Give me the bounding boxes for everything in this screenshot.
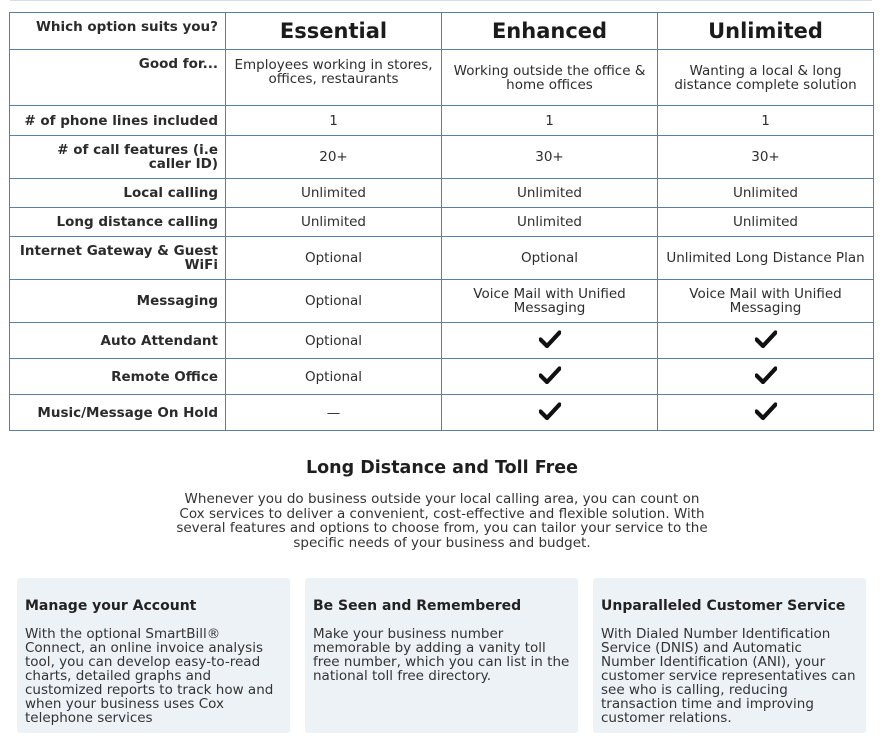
card-text: With the optional SmartBill® Connect, an online invoice analysis tool, you can develop easy-to-read charts, detailed graphs and customized reports to track how and when your business uses Cox telephone services [25,626,274,726]
row-label: Messaging [10,280,226,323]
table-cell [442,395,658,431]
table-cell [658,359,874,395]
checkmark-icon [755,330,777,348]
table-cell: Optional [226,237,442,280]
row-label: Long distance calling [10,208,226,237]
table-cell: Optional [226,323,442,359]
table-cell: 1 [658,106,874,136]
row-label: # of phone lines included [10,106,226,136]
table-row [10,106,874,136]
table-cell: 1 [442,106,658,136]
row-label: Good for... [10,50,226,106]
plan-essential-header: Essential [226,13,442,50]
card-text: Make your business number memorable by adding a vanity toll free number, which you can list in the national toll free directory. [313,626,570,684]
table-cell: Optional [442,237,658,280]
table-cell: Unlimited [226,208,442,237]
feature-card-customer-service [593,578,866,733]
table-cell [658,395,874,431]
table-cell [442,323,658,359]
table-cell: Unlimited Long Distance Plan [658,237,874,280]
table-cell: Wanting a local & long distance complete solution [658,50,874,106]
table-row [10,359,874,395]
table-cell [658,323,874,359]
top-divider [10,0,872,6]
card-text: With Dialed Number Identification Service (DNIS) and Automatic Number Identification (ANI), your customer service representatives can see who is calling, reducing transaction time and improving customer relations. [601,626,856,726]
checkmark-icon [755,366,777,384]
checkmark-icon [539,330,561,348]
table-row [10,208,874,237]
row-label: Music/Message On Hold [10,395,226,431]
card-title: Unparalleled Customer Service [601,598,846,614]
table-cell [442,359,658,395]
table-cell: — [226,395,442,431]
table-cell: Unlimited [658,208,874,237]
row-label: Local calling [10,179,226,208]
long-distance-title: Long Distance and Toll Free [306,458,578,478]
table-header-row [10,13,874,50]
table-cell: 20+ [226,136,442,179]
plan-enhanced-header: Enhanced [442,13,658,50]
checkmark-icon [539,366,561,384]
table-row [10,179,874,208]
table-cell: Voice Mail with Unified Messaging [658,280,874,323]
table-cell: 30+ [442,136,658,179]
table-cell: Unlimited [442,208,658,237]
table-row [10,237,874,280]
table-cell: Employees working in stores, offices, restaurants [226,50,442,106]
table-cell: Optional [226,280,442,323]
card-title: Be Seen and Remembered [313,598,522,614]
feature-card-manage-account [17,578,290,733]
long-distance-description: Whenever you do business outside your local calling area, you can count on Cox services to deliver a convenient, cost-effective and flexible solution. With several features and options to choose from, you can tailor your service to the specific needs of your business and budget. [176,491,708,551]
feature-card-be-seen [305,578,578,733]
table-cell: 30+ [658,136,874,179]
table-cell: Unlimited [658,179,874,208]
table-cell: Unlimited [226,179,442,208]
table-row [10,395,874,431]
table-cell: Unlimited [442,179,658,208]
table-row [10,136,874,179]
table-row [10,323,874,359]
table-cell: 1 [226,106,442,136]
row-label: Auto Attendant [10,323,226,359]
checkmark-icon [539,402,561,420]
row-label: Internet Gateway & Guest WiFi [10,237,226,280]
plan-comparison-table [9,12,874,431]
table-row [10,280,874,323]
card-title: Manage your Account [25,598,197,614]
row-label: Remote Office [10,359,226,395]
table-cell: Working outside the office & home offices [442,50,658,106]
plan-unlimited-header: Unlimited [658,13,874,50]
table-cell: Optional [226,359,442,395]
row-label: # of call features (i.e caller ID) [10,136,226,179]
checkmark-icon [755,402,777,420]
table-cell: Voice Mail with Unified Messaging [442,280,658,323]
header-question: Which option suits you? [10,13,226,50]
table-row [10,50,874,106]
